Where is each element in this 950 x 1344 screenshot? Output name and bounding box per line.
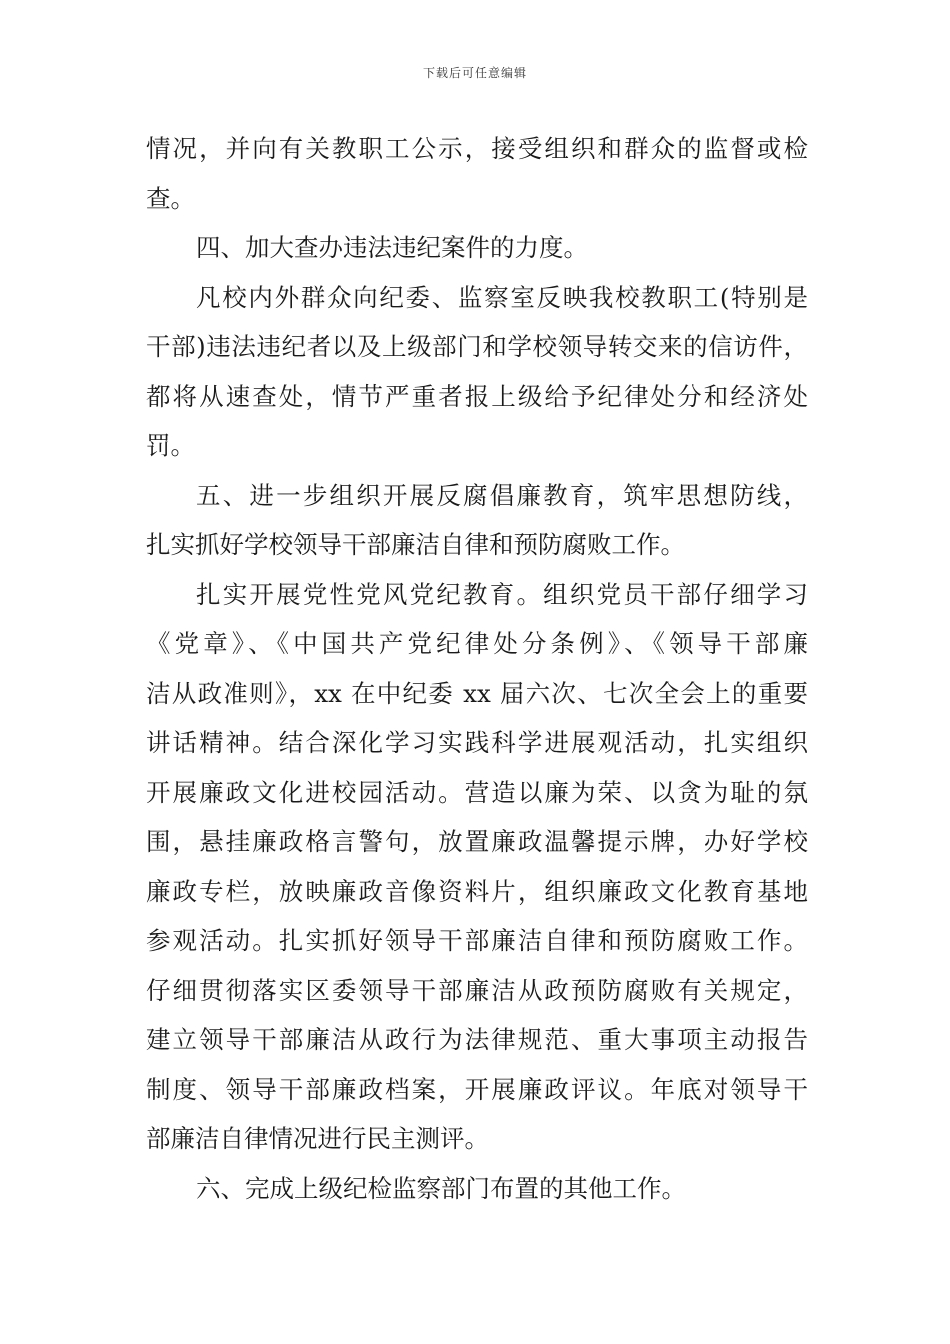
- text-line: 讲话精神。结合深化学习实践科学进展观活动，扎实组织: [146, 728, 808, 757]
- text-line: 参观活动。扎实抓好领导干部廉洁自律和预防腐败工作。: [146, 926, 808, 955]
- text-line: 洁从政准则》，xx 在中纪委 xx 届六次、七次全会上的重要: [146, 678, 808, 708]
- text-line: 五、进一步组织开展反腐倡廉教育，筑牢思想防线，: [196, 480, 808, 510]
- text-line: 扎实抓好学校领导干部廉洁自律和预防腐败工作。: [146, 530, 685, 559]
- text-line: 仔细贯彻落实区委领导干部廉洁从政预防腐败有关规定，: [146, 975, 808, 1005]
- text-line: 扎实开展党性党风党纪教育。组织党员干部仔细学习: [196, 579, 808, 609]
- text-line: 罚。: [146, 431, 195, 460]
- text-line: 廉政专栏，放映廉政音像资料片，组织廉政文化教育基地: [146, 876, 808, 906]
- text-line: 干部)违法违纪者以及上级部门和学校领导转交来的信访件，: [146, 332, 808, 361]
- text-line: 六、完成上级纪检监察部门布置的其他工作。: [196, 1173, 686, 1203]
- text-line: 建立领导干部廉洁从政行为法律规范、重大事项主动报告: [146, 1025, 808, 1054]
- text-line: 部廉洁自律情况进行民主测评。: [146, 1124, 489, 1153]
- text-line: 四、加大查办违法违纪案件的力度。: [196, 233, 588, 262]
- text-line: 制度、领导干部廉政档案，开展廉政评议。年底对领导干: [146, 1074, 808, 1104]
- text-line: 《党章》、《中国共产党纪律处分条例》、《领导干部廉: [146, 629, 808, 658]
- text-line: 凡校内外群众向纪委、监察室反映我校教职工(特别是: [196, 282, 808, 312]
- document-body: [146, 124, 808, 1213]
- text-line: 开展廉政文化进校园活动。营造以廉为荣、以贪为耻的氛: [146, 777, 808, 807]
- text-line: 围，悬挂廉政格言警句，放置廉政温馨提示牌，办好学校: [146, 827, 808, 856]
- text-line: 都将从速查处，情节严重者报上级给予纪律处分和经济处: [146, 381, 808, 411]
- text-line: 查。: [146, 183, 195, 213]
- page-header: 下载后可任意编辑: [422, 66, 527, 80]
- text-line: 情况，并向有关教职工公示，接受组织和群众的监督或检: [146, 134, 808, 163]
